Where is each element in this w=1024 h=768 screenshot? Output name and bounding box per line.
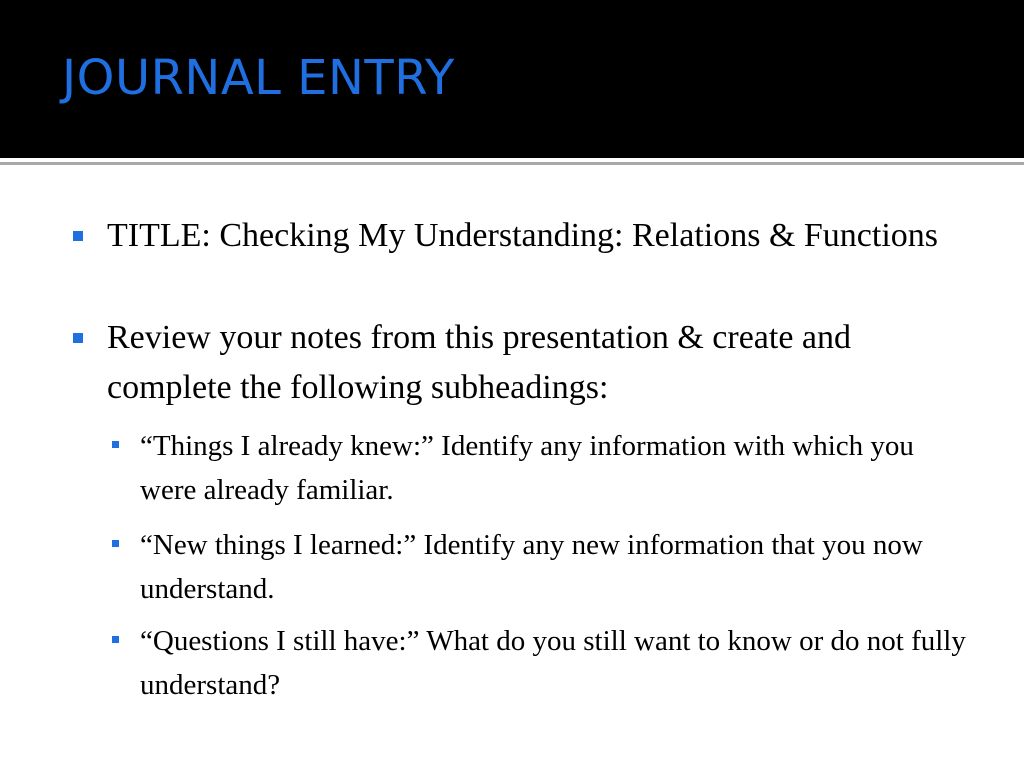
bullet-text: Review your notes from this presentation & create and complete the following subheadings: <box>107 319 851 406</box>
sub-bullet-things-already-knew <box>140 424 970 512</box>
sub-bullet-questions-still-have <box>140 619 970 707</box>
sub-bullet-new-things-learned <box>140 523 970 611</box>
slide-title: JOURNAL ENTRY <box>62 50 455 106</box>
square-bullet-icon <box>73 333 83 343</box>
bullet-title <box>107 211 967 261</box>
square-bullet-icon <box>73 231 83 241</box>
sub-bullet-text: “Things I already knew:” Identify any information with which you were already familiar. <box>140 430 914 506</box>
bullet-review-notes <box>107 313 967 413</box>
square-bullet-icon <box>112 636 119 643</box>
square-bullet-icon <box>112 540 119 547</box>
sub-bullet-text: “New things I learned:” Identify any new information that you now understand. <box>140 529 923 605</box>
sub-bullet-text: “Questions I still have:” What do you still want to know or do not fully understand? <box>140 625 966 701</box>
bullet-text: TITLE: Checking My Understanding: Relations & Functions <box>107 217 939 254</box>
square-bullet-icon <box>112 441 119 448</box>
